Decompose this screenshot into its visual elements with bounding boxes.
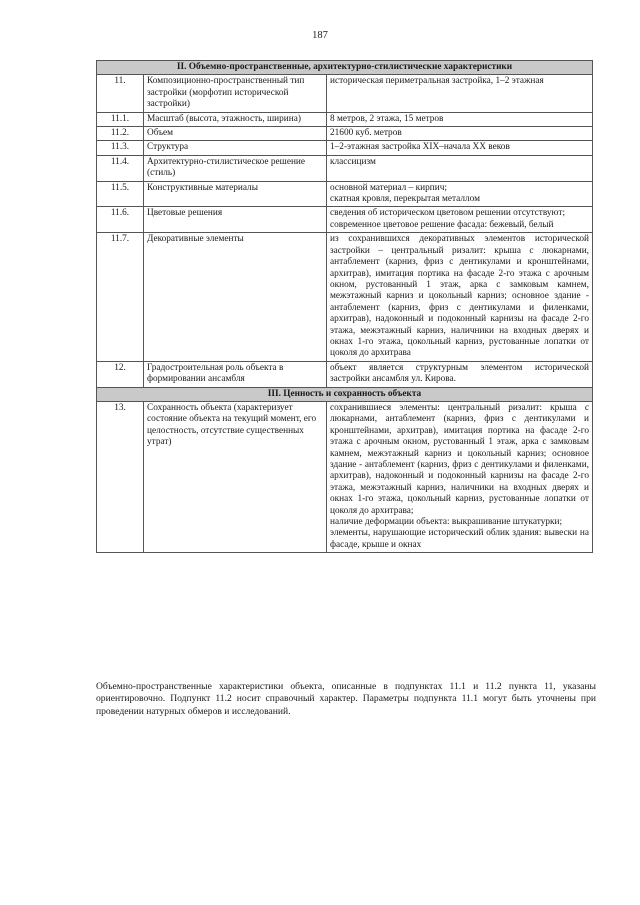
row-number: 11.1.: [97, 112, 144, 126]
section-header-2: [97, 61, 593, 75]
row-label: Архитектурно-стилистическое решение (стиль): [144, 155, 327, 181]
row-value: 21600 куб. метров: [327, 127, 593, 141]
row-number: 12.: [97, 361, 144, 387]
table-row: [97, 401, 593, 552]
row-label: Градостроительная роль объекта в формировании ансамбля: [144, 361, 327, 387]
row-number: 11.3.: [97, 141, 144, 155]
section-title: III. Ценность и сохранность объекта: [97, 387, 593, 401]
row-label: Конструктивные материалы: [144, 181, 327, 207]
row-number: 11.: [97, 75, 144, 112]
row-value: сохранившиеся элементы: центральный ризалит: крыша с люкарнами, антаблемент (карниз, фриз с дентикулами и кронштейнами, архитрав), имитация портика на фасаде 2-го этажа с арочным окном, рустованный 1 этаж, арка с замковым камнем, межэтажный карниз и цокольный карниз; основное здание - антаблемент (карниз, фриз с дентикулами и филенками, архитрав), надоконный и подоконный карнизы на фасаде 2-го этажа, межэтажный карниз, наличники на входных дверях и окнах 1-го этажа, цокольный карниз, рустованные лопатки от цоколя до архитрава; наличие деформации объекта: выкрашивание штукатурки; элементы, нарушающие исторический облик здания: вывески на фасаде, крыше и окнах: [327, 401, 593, 552]
row-number: 11.6.: [97, 207, 144, 233]
section-header-3: [97, 387, 593, 401]
row-value: сведения об историческом цветовом решении отсутствуют; современное цветовое решение фасада: бежевый, белый: [327, 207, 593, 233]
table-row: [97, 181, 593, 207]
row-value: классицизм: [327, 155, 593, 181]
footnote: Объемно-пространственные характеристики объекта, описанные в подпунктах 11.1 и 11.2 пункта 11, указаны ориентировочно. Подпункт 11.2 носит справочный характер. Параметры подпункта 11.1 могут быть уточнены при проведении натурных обмеров и исследований.: [96, 681, 596, 717]
characteristics-table: [96, 60, 593, 553]
row-label: Сохранность объекта (характеризует состояние объекта на текущий момент, его целостность, отсутствие существенных утрат): [144, 401, 327, 552]
row-number: 11.2.: [97, 127, 144, 141]
row-value: основной материал – кирпич; скатная кровля, перекрытая металлом: [327, 181, 593, 207]
row-value: из сохранившихся декоративных элементов исторической застройки – центральный ризалит: крыша с люкарнами, антаблемент (карниз, фриз с дентикулами и кронштейнами, архитрав), имитация портика на фасаде 2-го этажа с арочным окном, рустованный 1 этаж, арка с замковым камнем, межэтажный карниз и цокольный карниз; основное здание - антаблемент (карниз, фриз с дентикулами и филенками, архитрав), надоконный и подоконный карнизы на фасаде 2-го этажа, межэтажный карниз, наличники на входных дверях и окнах 1-го этажа, цокольный карниз, рустованные лопатки от цоколя до архитрава: [327, 233, 593, 361]
row-value: объект является структурным элементом исторической застройки ансамбля ул. Кирова.: [327, 361, 593, 387]
table-row: [97, 361, 593, 387]
row-value: историческая периметральная застройка, 1–2 этажная: [327, 75, 593, 112]
row-label: Структура: [144, 141, 327, 155]
section-title: II. Объемно-пространственные, архитектурно-стилистические характеристики: [97, 61, 593, 75]
table-row: [97, 207, 593, 233]
row-label: Масштаб (высота, этажность, ширина): [144, 112, 327, 126]
table-row: [97, 75, 593, 112]
row-label: Объем: [144, 127, 327, 141]
table-row: [97, 127, 593, 141]
row-number: 11.4.: [97, 155, 144, 181]
row-label: Цветовые решения: [144, 207, 327, 233]
page-number: 187: [312, 30, 328, 41]
row-number: 11.5.: [97, 181, 144, 207]
table-row: [97, 141, 593, 155]
row-value: 8 метров, 2 этажа, 15 метров: [327, 112, 593, 126]
row-number: 11.7.: [97, 233, 144, 361]
row-value: 1–2-этажная застройка XIX–начала XX веков: [327, 141, 593, 155]
table-row: [97, 112, 593, 126]
row-number: 13.: [97, 401, 144, 552]
row-label: Декоративные элементы: [144, 233, 327, 361]
table-row: [97, 233, 593, 361]
row-label: Композиционно-пространственный тип застройки (морфотип исторической застройки): [144, 75, 327, 112]
table-row: [97, 155, 593, 181]
